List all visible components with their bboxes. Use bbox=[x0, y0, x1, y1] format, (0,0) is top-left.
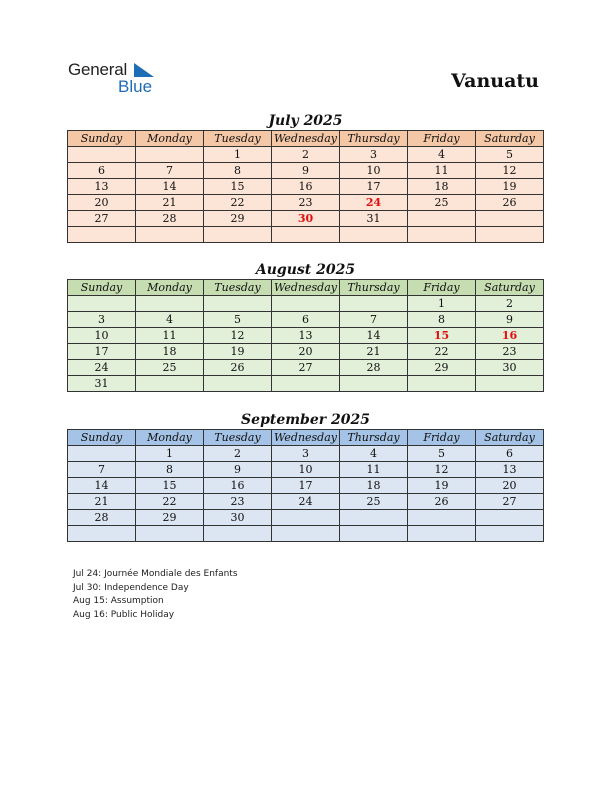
day-cell: 20 bbox=[68, 195, 136, 211]
empty-day-cell bbox=[340, 296, 408, 312]
day-cell: 2 bbox=[204, 446, 272, 462]
day-cell: 30 bbox=[272, 211, 340, 227]
weekday-header: Tuesday bbox=[204, 131, 272, 147]
month-title: July 2025 bbox=[268, 113, 343, 129]
weekday-header: Tuesday bbox=[204, 280, 272, 296]
day-cell: 21 bbox=[68, 494, 136, 510]
day-cell: 17 bbox=[340, 179, 408, 195]
day-cell: 29 bbox=[408, 360, 476, 376]
empty-day-cell bbox=[340, 510, 408, 526]
empty-day-cell bbox=[408, 526, 476, 542]
day-cell: 28 bbox=[68, 510, 136, 526]
empty-day-cell bbox=[204, 296, 272, 312]
day-cell: 19 bbox=[476, 179, 544, 195]
month-title: September 2025 bbox=[241, 412, 370, 428]
day-cell: 18 bbox=[408, 179, 476, 195]
holiday-note: Jul 24: Journée Mondiale des Enfants bbox=[73, 569, 238, 579]
weekday-header: Friday bbox=[408, 280, 476, 296]
week-row bbox=[68, 227, 544, 243]
day-cell: 15 bbox=[204, 179, 272, 195]
weekday-header: Monday bbox=[136, 430, 204, 446]
day-cell: 1 bbox=[204, 147, 272, 163]
empty-day-cell bbox=[340, 376, 408, 392]
day-cell: 14 bbox=[340, 328, 408, 344]
day-cell: 28 bbox=[340, 360, 408, 376]
weekday-header: Wednesday bbox=[272, 430, 340, 446]
day-cell: 21 bbox=[340, 344, 408, 360]
empty-day-cell bbox=[136, 526, 204, 542]
weekday-header: Sunday bbox=[68, 280, 136, 296]
day-cell: 5 bbox=[204, 312, 272, 328]
day-cell: 1 bbox=[408, 296, 476, 312]
empty-day-cell bbox=[408, 376, 476, 392]
day-cell: 25 bbox=[340, 494, 408, 510]
empty-day-cell bbox=[68, 227, 136, 243]
empty-day-cell bbox=[68, 526, 136, 542]
logo-triangle-icon bbox=[134, 63, 154, 77]
day-cell: 2 bbox=[476, 296, 544, 312]
day-cell: 19 bbox=[408, 478, 476, 494]
day-cell: 12 bbox=[408, 462, 476, 478]
weekday-header: Thursday bbox=[340, 280, 408, 296]
week-row bbox=[68, 446, 544, 462]
weekday-header: Sunday bbox=[68, 430, 136, 446]
day-cell: 29 bbox=[204, 211, 272, 227]
day-cell: 26 bbox=[204, 360, 272, 376]
holiday-note: Aug 15: Assumption bbox=[73, 596, 164, 607]
week-row bbox=[68, 312, 544, 328]
day-cell: 27 bbox=[272, 360, 340, 376]
day-cell: 1 bbox=[136, 446, 204, 462]
day-cell: 24 bbox=[272, 494, 340, 510]
day-cell: 16 bbox=[272, 179, 340, 195]
day-cell: 16 bbox=[204, 478, 272, 494]
empty-day-cell bbox=[136, 147, 204, 163]
day-cell: 9 bbox=[476, 312, 544, 328]
day-cell: 3 bbox=[68, 312, 136, 328]
day-cell: 12 bbox=[204, 328, 272, 344]
empty-day-cell bbox=[340, 227, 408, 243]
generalblue-logo bbox=[68, 60, 168, 96]
empty-day-cell bbox=[68, 147, 136, 163]
empty-day-cell bbox=[408, 211, 476, 227]
empty-day-cell bbox=[272, 376, 340, 392]
day-cell: 23 bbox=[272, 195, 340, 211]
weekday-header: Tuesday bbox=[204, 430, 272, 446]
day-cell: 21 bbox=[136, 195, 204, 211]
day-cell: 13 bbox=[476, 462, 544, 478]
day-cell: 7 bbox=[68, 462, 136, 478]
day-cell: 11 bbox=[408, 163, 476, 179]
calendar-grid bbox=[67, 130, 544, 243]
day-cell: 5 bbox=[476, 147, 544, 163]
holiday-notes bbox=[73, 568, 238, 623]
day-cell: 29 bbox=[136, 510, 204, 526]
week-row bbox=[68, 296, 544, 312]
day-cell: 25 bbox=[408, 195, 476, 211]
day-cell: 5 bbox=[408, 446, 476, 462]
day-cell: 13 bbox=[272, 328, 340, 344]
day-cell: 30 bbox=[476, 360, 544, 376]
empty-day-cell bbox=[272, 296, 340, 312]
day-cell: 7 bbox=[136, 163, 204, 179]
day-cell: 20 bbox=[476, 478, 544, 494]
week-row bbox=[68, 179, 544, 195]
day-cell: 19 bbox=[204, 344, 272, 360]
day-cell: 9 bbox=[204, 462, 272, 478]
month-august bbox=[67, 261, 544, 392]
day-cell: 27 bbox=[68, 211, 136, 227]
week-row bbox=[68, 526, 544, 542]
day-cell: 12 bbox=[476, 163, 544, 179]
day-cell: 31 bbox=[68, 376, 136, 392]
month-july bbox=[67, 112, 544, 243]
day-cell: 4 bbox=[136, 312, 204, 328]
day-cell: 16 bbox=[476, 328, 544, 344]
day-cell: 7 bbox=[340, 312, 408, 328]
weekday-header: Thursday bbox=[340, 131, 408, 147]
empty-day-cell bbox=[476, 211, 544, 227]
empty-day-cell bbox=[340, 526, 408, 542]
holiday-note: Aug 16: Public Holiday bbox=[73, 610, 175, 621]
week-row bbox=[68, 344, 544, 360]
week-row bbox=[68, 360, 544, 376]
empty-day-cell bbox=[204, 227, 272, 243]
day-cell: 26 bbox=[408, 494, 476, 510]
day-cell: 14 bbox=[68, 478, 136, 494]
weekday-header: Wednesday bbox=[272, 131, 340, 147]
weekday-header: Friday bbox=[408, 430, 476, 446]
day-cell: 10 bbox=[272, 462, 340, 478]
empty-day-cell bbox=[68, 296, 136, 312]
week-row bbox=[68, 462, 544, 478]
day-cell: 3 bbox=[272, 446, 340, 462]
empty-day-cell bbox=[136, 227, 204, 243]
day-cell: 26 bbox=[476, 195, 544, 211]
day-cell: 17 bbox=[272, 478, 340, 494]
empty-day-cell bbox=[476, 510, 544, 526]
day-cell: 30 bbox=[204, 510, 272, 526]
day-cell: 11 bbox=[136, 328, 204, 344]
day-cell: 6 bbox=[68, 163, 136, 179]
empty-day-cell bbox=[272, 227, 340, 243]
empty-day-cell bbox=[136, 296, 204, 312]
day-cell: 9 bbox=[272, 163, 340, 179]
empty-day-cell bbox=[68, 446, 136, 462]
empty-day-cell bbox=[408, 510, 476, 526]
week-row bbox=[68, 510, 544, 526]
day-cell: 22 bbox=[408, 344, 476, 360]
empty-day-cell bbox=[476, 227, 544, 243]
day-cell: 18 bbox=[136, 344, 204, 360]
day-cell: 14 bbox=[136, 179, 204, 195]
day-cell: 8 bbox=[136, 462, 204, 478]
day-cell: 20 bbox=[272, 344, 340, 360]
day-cell: 28 bbox=[136, 211, 204, 227]
day-cell: 17 bbox=[68, 344, 136, 360]
day-cell: 22 bbox=[136, 494, 204, 510]
holiday-note: Jul 30: Independence Day bbox=[73, 582, 189, 593]
calendar-grid bbox=[67, 429, 544, 542]
country-title: Vanuatu bbox=[451, 70, 539, 92]
empty-day-cell bbox=[476, 376, 544, 392]
weekday-header: Thursday bbox=[340, 430, 408, 446]
week-row bbox=[68, 211, 544, 227]
logo-text-blue: Blue bbox=[118, 77, 153, 96]
day-cell: 23 bbox=[204, 494, 272, 510]
empty-day-cell bbox=[204, 376, 272, 392]
day-cell: 6 bbox=[476, 446, 544, 462]
week-row bbox=[68, 163, 544, 179]
weekday-header: Saturday bbox=[476, 280, 544, 296]
week-row bbox=[68, 494, 544, 510]
day-cell: 22 bbox=[204, 195, 272, 211]
weekday-header: Saturday bbox=[476, 430, 544, 446]
day-cell: 8 bbox=[408, 312, 476, 328]
empty-day-cell bbox=[476, 526, 544, 542]
day-cell: 31 bbox=[340, 211, 408, 227]
month-title: August 2025 bbox=[255, 262, 356, 278]
day-cell: 24 bbox=[340, 195, 408, 211]
weekday-header: Wednesday bbox=[272, 280, 340, 296]
day-cell: 11 bbox=[340, 462, 408, 478]
logo-text-general: General bbox=[68, 60, 128, 79]
day-cell: 15 bbox=[136, 478, 204, 494]
week-row bbox=[68, 376, 544, 392]
calendar-grid bbox=[67, 279, 544, 392]
day-cell: 10 bbox=[340, 163, 408, 179]
empty-day-cell bbox=[136, 376, 204, 392]
day-cell: 18 bbox=[340, 478, 408, 494]
empty-day-cell bbox=[272, 526, 340, 542]
week-row bbox=[68, 478, 544, 494]
empty-day-cell bbox=[204, 526, 272, 542]
weekday-header: Sunday bbox=[68, 131, 136, 147]
empty-day-cell bbox=[272, 510, 340, 526]
day-cell: 13 bbox=[68, 179, 136, 195]
week-row bbox=[68, 195, 544, 211]
weekday-header: Saturday bbox=[476, 131, 544, 147]
month-september bbox=[67, 411, 544, 542]
day-cell: 24 bbox=[68, 360, 136, 376]
day-cell: 10 bbox=[68, 328, 136, 344]
day-cell: 8 bbox=[204, 163, 272, 179]
day-cell: 15 bbox=[408, 328, 476, 344]
day-cell: 6 bbox=[272, 312, 340, 328]
day-cell: 4 bbox=[340, 446, 408, 462]
day-cell: 23 bbox=[476, 344, 544, 360]
weekday-header: Monday bbox=[136, 131, 204, 147]
day-cell: 3 bbox=[340, 147, 408, 163]
empty-day-cell bbox=[408, 227, 476, 243]
day-cell: 25 bbox=[136, 360, 204, 376]
day-cell: 4 bbox=[408, 147, 476, 163]
day-cell: 27 bbox=[476, 494, 544, 510]
weekday-header: Friday bbox=[408, 131, 476, 147]
week-row bbox=[68, 147, 544, 163]
week-row bbox=[68, 328, 544, 344]
weekday-header: Monday bbox=[136, 280, 204, 296]
day-cell: 2 bbox=[272, 147, 340, 163]
